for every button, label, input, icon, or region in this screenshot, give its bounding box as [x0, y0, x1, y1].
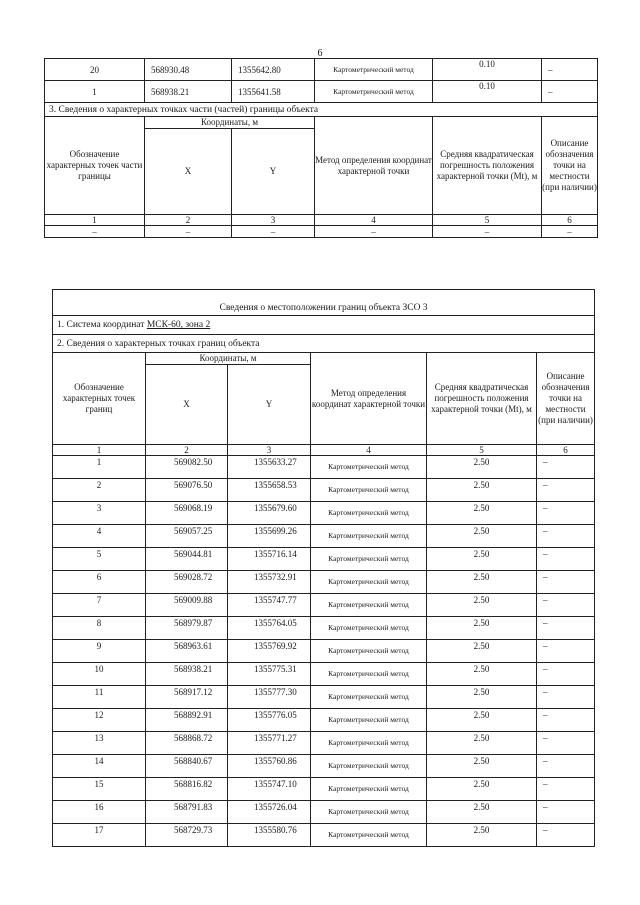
point-number-cell: 12 — [53, 709, 146, 732]
hdr-error: Средняя квадратическая погрешность положения характерной точки (Mt), м — [433, 117, 542, 215]
col-number-row — [45, 215, 598, 226]
cell: – — [315, 226, 433, 238]
col-num: 6 — [542, 215, 598, 226]
description-cell: – — [537, 824, 595, 847]
point-number-cell: 1 — [45, 81, 145, 103]
y-coord-cell: 1355769.92 — [228, 640, 311, 663]
y-coord-cell: 1355764.05 — [228, 617, 311, 640]
error-cell: 2.50 — [427, 778, 537, 801]
description-cell: – — [537, 686, 595, 709]
x-coord-cell: 569082.50 — [146, 456, 228, 479]
x-coord-cell: 569076.50 — [146, 479, 228, 502]
x-coord-cell: 569028.72 — [146, 571, 228, 594]
y-coord-cell: 1355726.04 — [228, 801, 311, 824]
point-number-cell: 9 — [53, 640, 146, 663]
coord-system — [53, 316, 595, 335]
col-num: 1 — [45, 215, 145, 226]
method-cell: Картометрический метод — [311, 525, 427, 548]
y-coord-cell: 1355716.14 — [228, 548, 311, 571]
error-cell: 2.50 — [427, 617, 537, 640]
y-coord-cell: 1355776.05 — [228, 709, 311, 732]
description-cell: – — [537, 801, 595, 824]
col-num: 4 — [311, 445, 427, 456]
table-row — [53, 709, 595, 732]
coord-system-label: 1. Система координат — [57, 320, 147, 330]
hdr-x: X — [145, 129, 232, 215]
error-cell: 2.50 — [427, 456, 537, 479]
top-table — [44, 58, 598, 238]
x-coord-cell: 569057.25 — [146, 525, 228, 548]
hdr-method: Метод определения координат характерной точки — [315, 117, 433, 215]
x-coord-cell: 568892.91 — [146, 709, 228, 732]
x-coord-cell: 569068.19 — [146, 502, 228, 525]
hdr-y: Y — [228, 365, 311, 445]
method-cell: Картометрический метод — [311, 778, 427, 801]
error-cell: 2.50 — [427, 824, 537, 847]
table-row — [53, 801, 595, 824]
point-number-cell: 13 — [53, 732, 146, 755]
y-coord-cell: 1355760.86 — [228, 755, 311, 778]
description-cell: – — [537, 663, 595, 686]
description-cell: – — [537, 502, 595, 525]
point-number-cell: 5 — [53, 548, 146, 571]
table-row — [53, 594, 595, 617]
hdr-description: Описание обозначения точки на местности (при наличии) — [542, 117, 598, 215]
empty-row — [45, 226, 598, 238]
hdr-coords: Координаты, м — [145, 117, 315, 129]
col-num: 3 — [232, 215, 315, 226]
method-cell: Картометрический метод — [315, 59, 433, 81]
method-cell: Картометрический метод — [311, 617, 427, 640]
x-coord-cell: 569009.88 — [146, 594, 228, 617]
y-coord-cell: 1355642.80 — [232, 59, 315, 81]
col-num: 4 — [315, 215, 433, 226]
error-cell: 2.50 — [427, 640, 537, 663]
col-number-row — [53, 445, 595, 456]
method-cell: Картометрический метод — [311, 686, 427, 709]
section3-title: 3. Сведения о характерных точках части (частей) границы объекта — [45, 103, 598, 117]
table-row — [45, 81, 598, 103]
col-num: 5 — [433, 215, 542, 226]
description-cell: – — [537, 709, 595, 732]
point-number-cell: 8 — [53, 617, 146, 640]
table-row — [53, 640, 595, 663]
error-cell: 2.50 — [427, 755, 537, 778]
page-number: 6 — [317, 48, 323, 59]
description-cell: – — [537, 640, 595, 663]
error-cell: 2.50 — [427, 709, 537, 732]
col-num: 2 — [145, 215, 232, 226]
x-coord-cell: 568816.82 — [146, 778, 228, 801]
point-number-cell: 15 — [53, 778, 146, 801]
error-cell: 2.50 — [427, 525, 537, 548]
error-cell: 2.50 — [427, 548, 537, 571]
point-number-cell: 1 — [53, 456, 146, 479]
method-cell: Картометрический метод — [311, 801, 427, 824]
point-number-cell: 3 — [53, 502, 146, 525]
table-row — [53, 755, 595, 778]
y-coord-cell: 1355641.58 — [232, 81, 315, 103]
y-coord-cell: 1355580.76 — [228, 824, 311, 847]
description-cell: – — [537, 548, 595, 571]
y-coord-cell: 1355777.30 — [228, 686, 311, 709]
col-num: 3 — [228, 445, 311, 456]
point-number-cell: 7 — [53, 594, 146, 617]
table-row — [53, 456, 595, 479]
x-coord-cell: 568938.21 — [145, 81, 232, 103]
y-coord-cell: 1355747.77 — [228, 594, 311, 617]
col-num: 1 — [53, 445, 146, 456]
description-cell: – — [537, 571, 595, 594]
x-coord-cell: 568963.61 — [146, 640, 228, 663]
point-number-cell: 2 — [53, 479, 146, 502]
method-cell: Картометрический метод — [311, 663, 427, 686]
description-cell: – — [537, 479, 595, 502]
method-cell: Картометрический метод — [311, 456, 427, 479]
section2-title: 2. Сведения о характерных точках границ объекта — [53, 335, 595, 353]
table-row — [45, 59, 598, 81]
table-row — [53, 824, 595, 847]
description-cell: – — [537, 456, 595, 479]
error-cell: 2.50 — [427, 663, 537, 686]
table-row — [53, 778, 595, 801]
x-coord-cell: 568917.12 — [146, 686, 228, 709]
y-coord-cell: 1355775.31 — [228, 663, 311, 686]
error-cell: 0.10 — [433, 81, 542, 103]
y-coord-cell: 1355633.27 — [228, 456, 311, 479]
method-cell: Картометрический метод — [311, 479, 427, 502]
x-coord-cell: 569044.81 — [146, 548, 228, 571]
point-number-cell: 4 — [53, 525, 146, 548]
table-row — [53, 686, 595, 709]
hdr-method: Метод определения координат характерной точки — [311, 353, 427, 445]
error-cell: 2.50 — [427, 686, 537, 709]
y-coord-cell: 1355699.26 — [228, 525, 311, 548]
method-cell: Картометрический метод — [311, 755, 427, 778]
description-cell: – — [537, 778, 595, 801]
col-num: 5 — [427, 445, 537, 456]
error-cell: 2.50 — [427, 571, 537, 594]
point-number-cell: 11 — [53, 686, 146, 709]
hdr-y: Y — [232, 129, 315, 215]
x-coord-cell: 568979.87 — [146, 617, 228, 640]
cell: – — [232, 226, 315, 238]
table-row — [53, 663, 595, 686]
x-coord-cell: 568840.67 — [146, 755, 228, 778]
table-row — [53, 617, 595, 640]
error-cell: 2.50 — [427, 479, 537, 502]
point-number-cell: 16 — [53, 801, 146, 824]
zso3-title: Сведения о местоположении границ объекта ЗСО 3 — [53, 290, 595, 316]
zso3-table — [52, 289, 595, 847]
x-coord-cell: 568868.72 — [146, 732, 228, 755]
description-cell: – — [537, 732, 595, 755]
method-cell: Картометрический метод — [311, 502, 427, 525]
x-coord-cell: 568938.21 — [146, 663, 228, 686]
y-coord-cell: 1355771.27 — [228, 732, 311, 755]
description-cell: – — [537, 617, 595, 640]
error-cell: 2.50 — [427, 594, 537, 617]
table-row — [53, 502, 595, 525]
x-coord-cell: 568930.48 — [145, 59, 232, 81]
table-row — [53, 732, 595, 755]
x-coord-cell: 568791.83 — [146, 801, 228, 824]
point-number-cell: 14 — [53, 755, 146, 778]
table-row — [53, 525, 595, 548]
y-coord-cell: 1355732.91 — [228, 571, 311, 594]
point-number-cell: 17 — [53, 824, 146, 847]
hdr-designation: Обозначение характерных точек границ — [53, 353, 146, 445]
description-cell: – — [537, 755, 595, 778]
col-num: 6 — [537, 445, 595, 456]
point-number-cell: 10 — [53, 663, 146, 686]
method-cell: Картометрический метод — [311, 709, 427, 732]
coord-system-value: МСК-60, зона 2 — [146, 320, 211, 330]
method-cell: Картометрический метод — [311, 640, 427, 663]
method-cell: Картометрический метод — [311, 571, 427, 594]
method-cell: Картометрический метод — [315, 81, 433, 103]
description-cell: – — [542, 59, 598, 81]
error-cell: 2.50 — [427, 801, 537, 824]
point-number-cell: 20 — [45, 59, 145, 81]
table-row — [53, 548, 595, 571]
hdr-description: Описание обозначения точки на местности (при наличии) — [537, 353, 595, 445]
description-cell: – — [537, 525, 595, 548]
table-row — [53, 571, 595, 594]
y-coord-cell: 1355679.60 — [228, 502, 311, 525]
y-coord-cell: 1355747.10 — [228, 778, 311, 801]
description-cell: – — [537, 594, 595, 617]
cell: – — [433, 226, 542, 238]
error-cell: 2.50 — [427, 502, 537, 525]
description-cell: – — [542, 81, 598, 103]
x-coord-cell: 568729.73 — [146, 824, 228, 847]
error-cell: 2.50 — [427, 732, 537, 755]
error-cell: 0.10 — [433, 59, 542, 81]
hdr-coords: Координаты, м — [146, 353, 311, 365]
method-cell: Картометрический метод — [311, 732, 427, 755]
y-coord-cell: 1355658.53 — [228, 479, 311, 502]
method-cell: Картометрический метод — [311, 548, 427, 571]
hdr-designation: Обозначение характерных точек части границы — [45, 117, 145, 215]
hdr-x: X — [146, 365, 228, 445]
table-row — [53, 479, 595, 502]
hdr-error: Средняя квадратическая погрешность положения характерной точки (Mt), м — [427, 353, 537, 445]
col-num: 2 — [146, 445, 228, 456]
method-cell: Картометрический метод — [311, 824, 427, 847]
method-cell: Картометрический метод — [311, 594, 427, 617]
point-number-cell: 6 — [53, 571, 146, 594]
cell: – — [542, 226, 598, 238]
cell: – — [45, 226, 145, 238]
cell: – — [145, 226, 232, 238]
